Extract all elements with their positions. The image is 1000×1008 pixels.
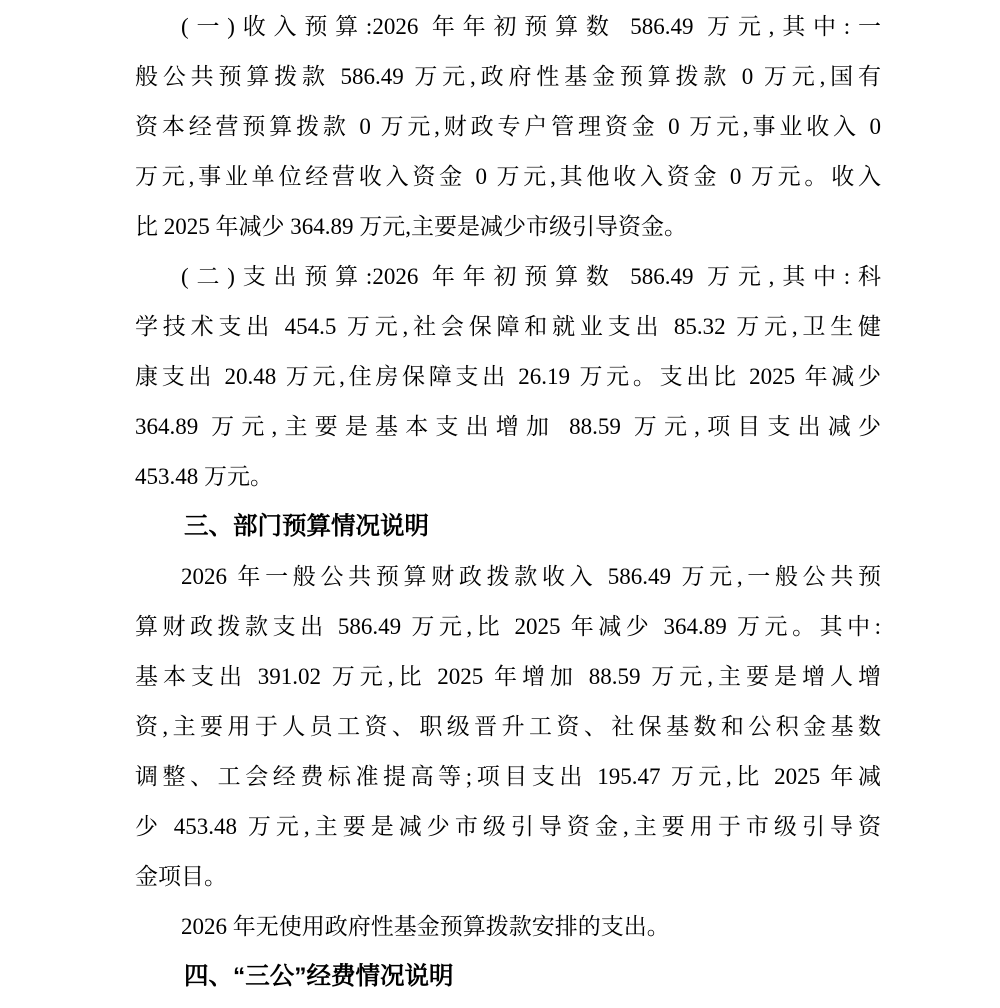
text-line: 学技术支出 454.5 万元,社会保障和就业支出 85.32 万元,卫生健 xyxy=(135,314,881,339)
text-line: 453.48 万元。 xyxy=(135,464,273,489)
text-line: 基本支出 391.02 万元,比 2025 年增加 88.59 万元,主要是增人增 xyxy=(135,664,881,689)
text-line: (一)收入预算:2026 年年初预算数 586.49 万元,其中:一 xyxy=(181,14,881,39)
text-line: 2026 年无使用政府性基金预算拨款安排的支出。 xyxy=(181,914,670,939)
document-body xyxy=(135,2,881,1002)
heading-text: 三、部门预算情况说明 xyxy=(184,513,429,540)
text-line: 算财政拨款支出 586.49 万元,比 2025 年减少 364.89 万元。其中: xyxy=(135,614,881,639)
text-line: 资本经营预算拨款 0 万元,财政专户管理资金 0 万元,事业收入 0 xyxy=(135,114,882,139)
text-line: 364.89 万元,主要是基本支出增加 88.59 万元,项目支出减少 xyxy=(135,414,881,439)
text-line: 般公共预算拨款 586.49 万元,政府性基金预算拨款 0 万元,国有 xyxy=(135,64,881,89)
heading-section-three-department-budget xyxy=(135,502,881,552)
paragraph-general-public-budget-detail xyxy=(135,552,881,902)
text-line: 资,主要用于人员工资、职级晋升工资、社保基数和公积金基数 xyxy=(135,714,881,739)
text-line: 少 453.48 万元,主要是减少市级引导资金,主要用于市级引导资 xyxy=(135,814,881,839)
text-line: 康支出 20.48 万元,住房保障支出 26.19 万元。支出比 2025 年减少 xyxy=(135,364,881,389)
paragraph-expenditure-budget xyxy=(135,252,881,502)
paragraph-revenue-budget xyxy=(135,2,881,252)
text-line: 调整、工会经费标准提高等;项目支出 195.47 万元,比 2025 年减 xyxy=(135,764,881,789)
text-line: (二)支出预算:2026 年年初预算数 586.49 万元,其中:科 xyxy=(181,264,881,289)
text-line: 比 2025 年减少 364.89 万元,主要是减少市级引导资金。 xyxy=(135,214,687,239)
paragraph-government-fund-statement xyxy=(135,902,881,952)
heading-text: 四、“三公”经费情况说明 xyxy=(184,963,454,990)
text-line: 万元,事业单位经营收入资金 0 万元,其他收入资金 0 万元。收入 xyxy=(135,164,881,189)
heading-section-four-three-public-funds xyxy=(135,952,881,1002)
text-line: 2026 年一般公共预算财政拨款收入 586.49 万元,一般公共预 xyxy=(181,564,881,589)
text-line: 金项目。 xyxy=(135,864,227,889)
